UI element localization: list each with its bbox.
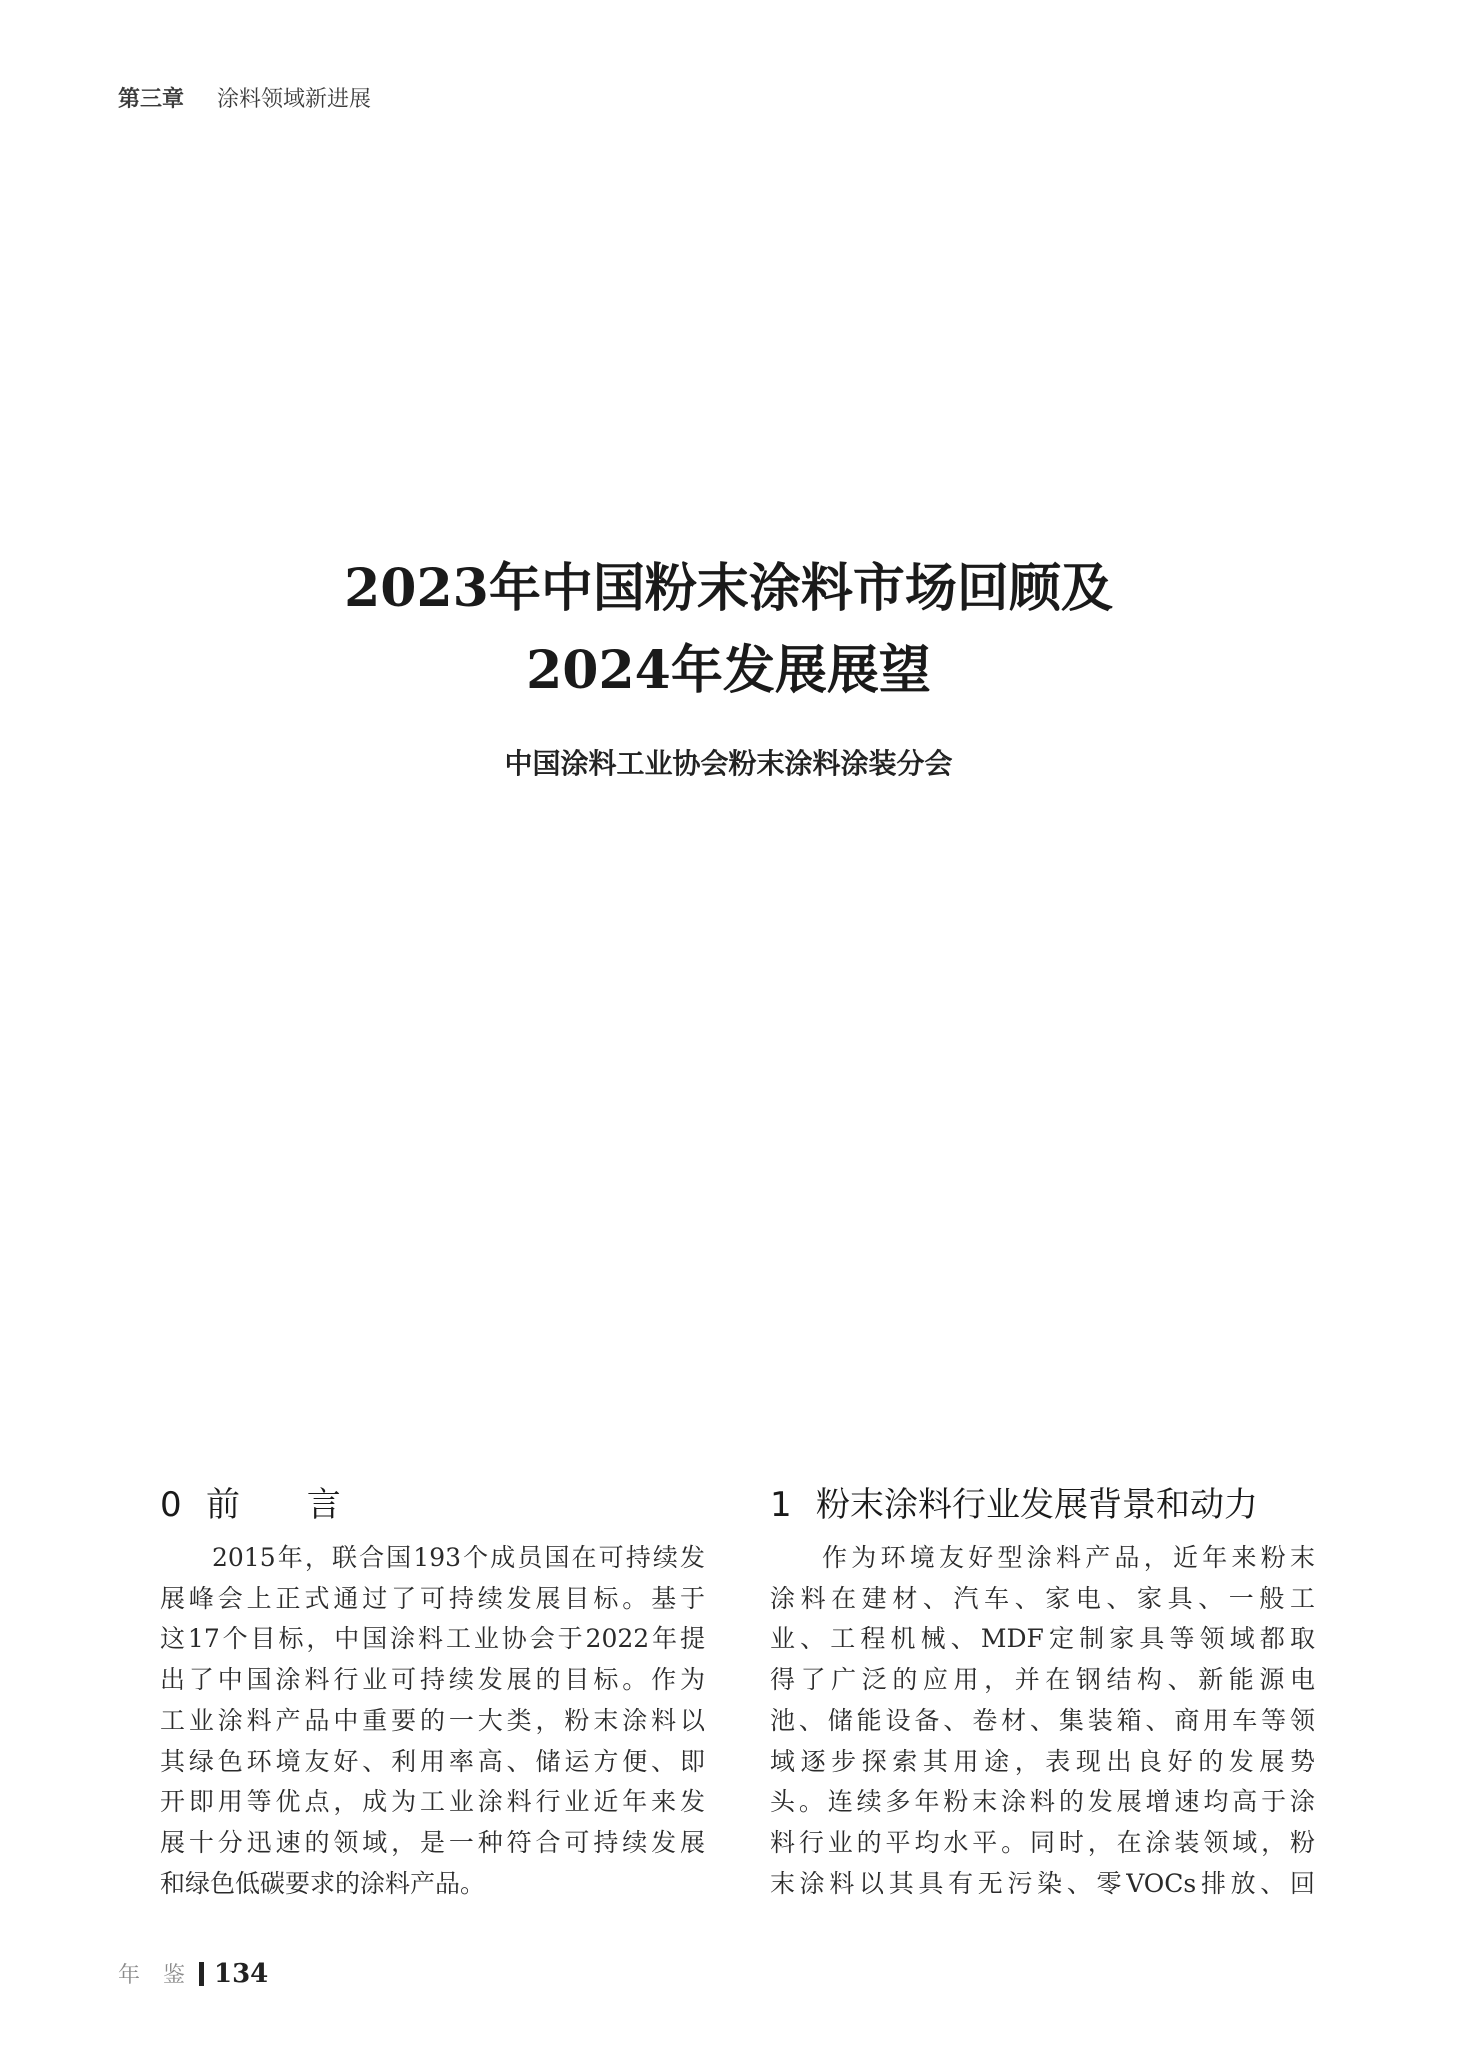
text-line: 得了广泛的应用，并在钢结构、新能源电 — [770, 1665, 1315, 1695]
title-line-2: 2024年发展展望 — [526, 640, 931, 701]
heading-text: 粉末涂料行业发展背景和动力 — [816, 1485, 1258, 1525]
paragraph-background — [770, 1538, 1315, 1904]
page-footer — [118, 1958, 268, 1989]
text-line: 出了中国涂料行业可持续发展的目标。作为 — [160, 1665, 705, 1695]
text-line: 业、工程机械、MDF定制家具等领域都取 — [770, 1624, 1315, 1654]
author-organization: 中国涂料工业协会粉末涂料涂装分会 — [504, 747, 953, 780]
page-number: 134 — [214, 1958, 269, 1989]
section-heading-preface — [160, 1480, 705, 1538]
text-line: 其绿色环境友好、利用率高、储运方便、即 — [160, 1746, 705, 1776]
text-line: 料行业的平均水平。同时，在涂装领域，粉 — [770, 1827, 1315, 1857]
text-line: 域逐步探索其用途，表现出良好的发展势 — [770, 1746, 1315, 1776]
heading-number: 0 — [160, 1485, 182, 1525]
text-line: 这17个目标，中国涂料工业协会于2022年提 — [160, 1624, 705, 1654]
text-line: 末涂料以其具有无污染、零VOCs排放、回 — [770, 1868, 1315, 1898]
right-column — [770, 1480, 1315, 1904]
title-line-1: 2023年中国粉末涂料市场回顾及 — [344, 558, 1113, 619]
text-line: 作为环境友好型涂料产品，近年来粉末 — [822, 1543, 1315, 1572]
paragraph-preface — [160, 1538, 705, 1904]
text-line: 头。连续多年粉末涂料的发展增速均高于涂 — [770, 1787, 1315, 1817]
text-line: 池、储能设备、卷材、集装箱、商用车等领 — [770, 1705, 1315, 1735]
yearbook-label: 年 鉴 — [118, 1963, 193, 1988]
footer-divider — [199, 1962, 204, 1986]
article-title — [0, 548, 1457, 712]
section-heading-background — [770, 1480, 1315, 1538]
text-line: 和绿色低碳要求的涂料产品。 — [160, 1868, 486, 1898]
text-line: 展峰会上正式通过了可持续发展目标。基于 — [160, 1583, 705, 1613]
text-line: 2015年，联合国193个成员国在可持续发 — [212, 1543, 705, 1572]
left-column — [160, 1480, 705, 1904]
text-line: 涂料在建材、汽车、家电、家具、一般工 — [770, 1583, 1315, 1613]
text-line: 展十分迅速的领域，是一种符合可持续发展 — [160, 1827, 705, 1857]
heading-number: 1 — [770, 1485, 792, 1525]
running-head — [118, 82, 371, 113]
chapter-label: 第三章 — [118, 87, 185, 112]
section-label: 涂料领域新进展 — [217, 87, 372, 112]
heading-text: 前 言 — [206, 1485, 369, 1525]
text-line: 工业涂料产品中重要的一大类，粉末涂料以 — [160, 1705, 705, 1735]
text-line: 开即用等优点，成为工业涂料行业近年来发 — [160, 1787, 705, 1817]
